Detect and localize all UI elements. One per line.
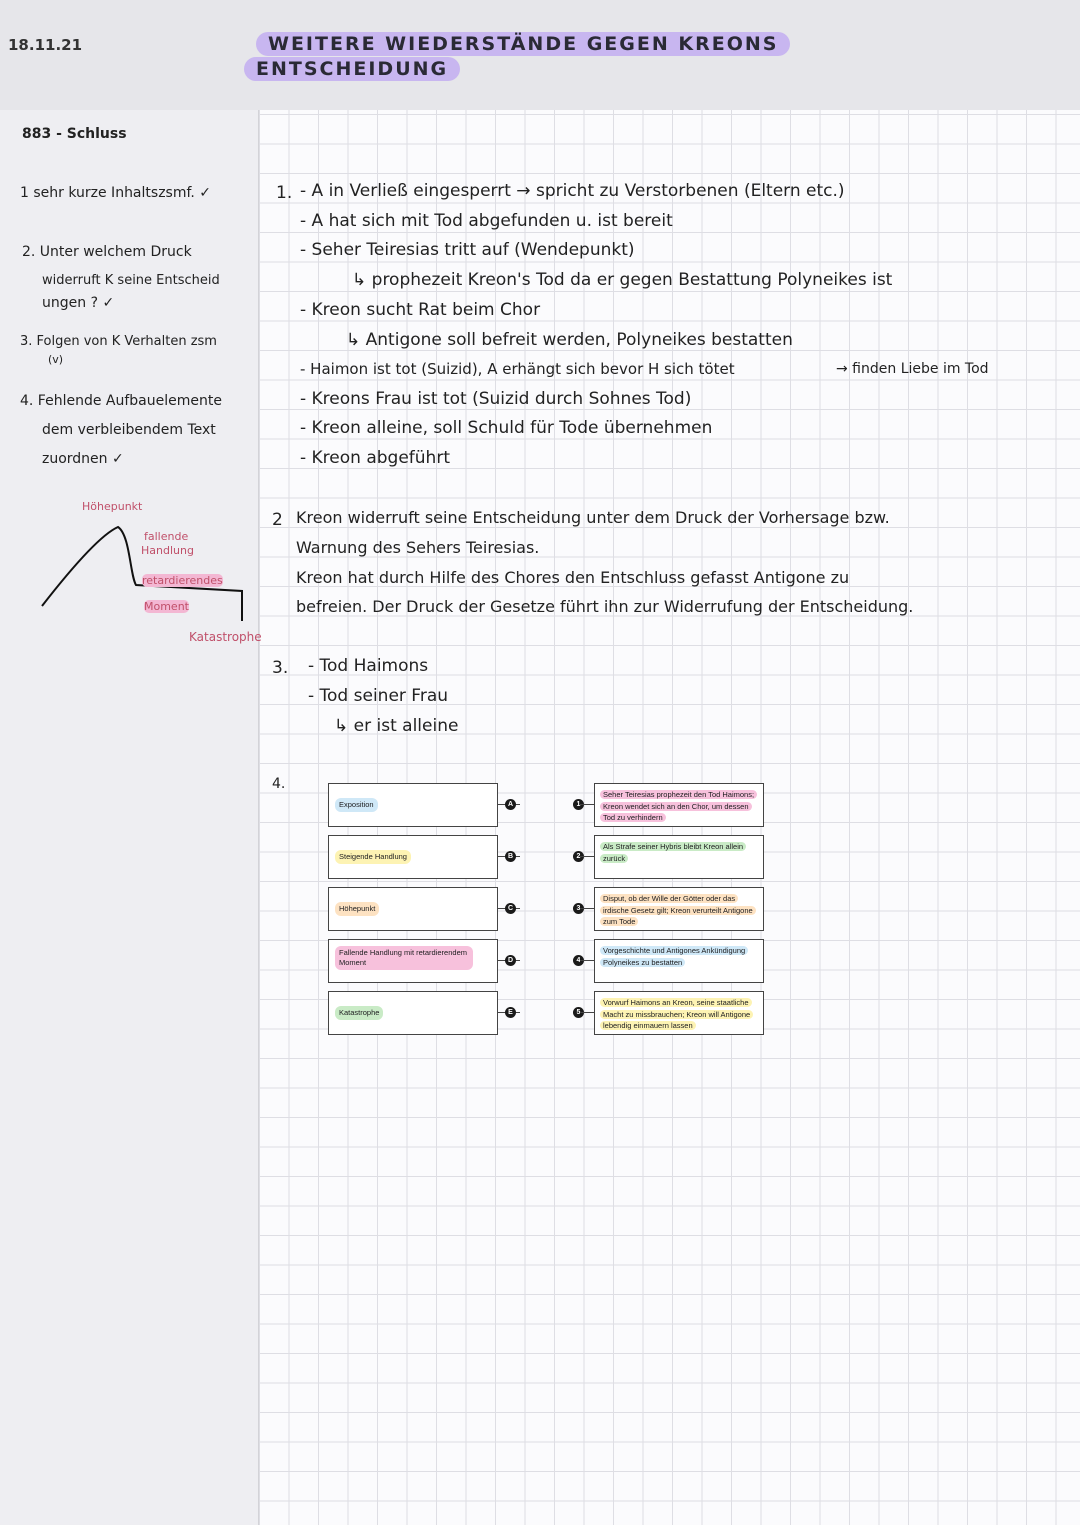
s1-line-10: - Kreon abgeführt xyxy=(300,448,450,468)
s3-line-2: - Tod seiner Frau xyxy=(308,686,449,706)
task-2-line-1: 2. Unter welchem Druck xyxy=(22,244,192,260)
letter-dot-a[interactable]: A xyxy=(505,799,516,810)
right-box-highlight: Vorgeschichte und Antigones Ankündigung Polyneikes zu bestatten xyxy=(600,946,748,967)
task-2-line-3: ungen ? ✓ xyxy=(42,295,115,311)
s3-line-3: ↳ er ist alleine xyxy=(334,716,459,736)
left-box-label: Steigende Handlung xyxy=(335,850,411,864)
s1-line-1: - A in Verließ eingesperrt → spricht zu Verstorbenen (Eltern etc.) xyxy=(300,181,845,201)
task-3-line-1: 3. Folgen von K Verhalten zsm xyxy=(20,334,217,349)
right-box-1 xyxy=(594,783,764,827)
left-box-c xyxy=(328,887,498,931)
right-box-text xyxy=(600,893,757,928)
date: 18.11.21 xyxy=(8,36,83,54)
number-dot-3[interactable]: 3 xyxy=(573,903,584,914)
right-connector xyxy=(580,908,594,909)
right-box-3 xyxy=(594,887,764,931)
letter-dot-e[interactable]: E xyxy=(505,1007,516,1018)
section-4-number: 4. xyxy=(272,776,286,792)
right-box-highlight: Seher Teiresias prophezeit den Tod Haimons; Kreon wendet sich an den Chor, um dessen Tod zu verhindern xyxy=(600,790,757,822)
section-2-number: 2 xyxy=(272,510,283,530)
curve-label-moment: Moment xyxy=(144,600,189,613)
left-box-label: Fallende Handlung mit retardierendem Moment xyxy=(335,946,473,970)
curve-label-retardierendes: retardierendes xyxy=(142,574,223,587)
s1-line-7: - Haimon ist tot (Suizid), A erhängt sich bevor H sich tötet xyxy=(300,360,735,378)
right-connector xyxy=(580,804,594,805)
number-dot-2[interactable]: 2 xyxy=(573,851,584,862)
right-box-2 xyxy=(594,835,764,879)
right-box-text xyxy=(600,945,757,968)
sidebar-heading: 883 - Schluss xyxy=(22,126,127,142)
right-connector xyxy=(580,1012,594,1013)
left-box-label: Exposition xyxy=(335,798,378,812)
s2-line-1: Kreon widerruft seine Entscheidung unter dem Druck der Vorhersage bzw. xyxy=(296,508,890,527)
s1-line-5: - Kreon sucht Rat beim Chor xyxy=(300,300,541,320)
s1-line-9: - Kreon alleine, soll Schuld für Tode übernehmen xyxy=(300,418,713,438)
s2-line-3: Kreon hat durch Hilfe des Chores den Entschluss gefasst Antigone zu xyxy=(296,568,850,587)
right-box-text xyxy=(600,841,757,864)
curve-label-fallende-2: Handlung xyxy=(141,544,194,557)
s3-line-1: - Tod Haimons xyxy=(308,656,429,676)
right-box-highlight: Vorwurf Haimons an Kreon, seine staatliche Macht zu missbrauchen; Kreon will Antigone lebendig einmauern lassen xyxy=(600,998,753,1030)
left-box-e xyxy=(328,991,498,1035)
s1-line-2: - A hat sich mit Tod abgefunden u. ist bereit xyxy=(300,211,673,231)
right-box-5 xyxy=(594,991,764,1035)
left-box-b xyxy=(328,835,498,879)
s1-line-8: - Kreons Frau ist tot (Suizid durch Sohnes Tod) xyxy=(300,389,692,409)
s1-side-note: → finden Liebe im Tod xyxy=(836,361,989,377)
curve-label-hoehepunkt: Höhepunkt xyxy=(82,500,143,513)
letter-dot-c[interactable]: C xyxy=(505,903,516,914)
s1-line-3: - Seher Teiresias tritt auf (Wendepunkt) xyxy=(300,240,635,260)
letter-dot-b[interactable]: B xyxy=(505,851,516,862)
s2-line-2: Warnung des Sehers Teiresias. xyxy=(296,538,540,557)
right-connector xyxy=(580,856,594,857)
number-dot-5[interactable]: 5 xyxy=(573,1007,584,1018)
right-connector xyxy=(580,960,594,961)
left-box-label: Katastrophe xyxy=(335,1006,383,1020)
number-dot-4[interactable]: 4 xyxy=(573,955,584,966)
letter-dot-d[interactable]: D xyxy=(505,955,516,966)
page-title-line-2: ENTSCHEIDUNG xyxy=(244,57,460,81)
left-box-d xyxy=(328,939,498,983)
task-4-line-3: zuordnen ✓ xyxy=(42,451,124,467)
task-2-line-2: widerruft K seine Entscheid xyxy=(42,273,220,288)
right-box-highlight: Disput, ob der Wille der Götter oder das irdische Gesetz gilt; Kreon verurteilt Antigone zum Tode xyxy=(600,894,756,926)
task-4-line-1: 4. Fehlende Aufbauelemente xyxy=(20,393,222,409)
sidebar-panel xyxy=(0,110,258,1525)
right-box-text xyxy=(600,997,757,1032)
task-3-line-2: (v) xyxy=(48,353,64,366)
curve-label-fallende-1: fallende xyxy=(144,530,189,543)
right-box-highlight: Als Strafe seiner Hybris bleibt Kreon allein zurück xyxy=(600,842,746,863)
s2-line-4: befreien. Der Druck der Gesetze führt ihn zur Widerrufung der Entscheidung. xyxy=(296,597,914,616)
curve-label-katastrophe: Katastrophe xyxy=(189,630,262,644)
left-box-a xyxy=(328,783,498,827)
right-box-4 xyxy=(594,939,764,983)
section-1-number: 1. xyxy=(276,183,293,203)
task-4-line-2: dem verbleibendem Text xyxy=(42,422,216,438)
s1-line-4: ↳ prophezeit Kreon's Tod da er gegen Bestattung Polyneikes ist xyxy=(352,270,893,290)
number-dot-1[interactable]: 1 xyxy=(573,799,584,810)
page-title-line-1: WEITERE WIEDERSTÄNDE GEGEN KREONS xyxy=(256,32,790,56)
left-box-label: Höhepunkt xyxy=(335,902,379,916)
right-box-text xyxy=(600,789,757,824)
s1-line-6: ↳ Antigone soll befreit werden, Polyneikes bestatten xyxy=(346,330,793,350)
section-3-number: 3. xyxy=(272,658,289,678)
task-1: 1 sehr kurze Inhaltszsmf. ✓ xyxy=(20,185,212,201)
